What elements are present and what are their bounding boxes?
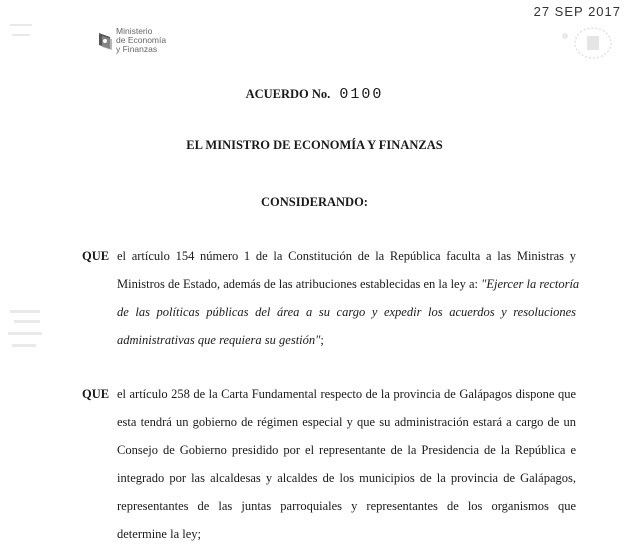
ministry-emblem-icon <box>98 31 113 51</box>
clause-2-line-4 <box>117 471 576 486</box>
clause-2-line-1 <box>117 387 576 402</box>
ministro-title: EL MINISTRO DE ECONOMÍA Y FINANZAS <box>186 138 443 152</box>
seal-icon <box>553 24 615 62</box>
clause-text-italic: administrativas que requiera su gestión" <box>117 333 321 347</box>
ministry-logo <box>98 27 178 59</box>
scan-speckle-top-icon <box>8 18 38 48</box>
logo-line-3: y Finanzas <box>116 44 158 54</box>
clause-1-line-3 <box>117 305 576 320</box>
clause-text-italic: de las políticas públicas del área a su cargo y expedir los acuerdos y resoluciones <box>117 305 576 319</box>
clause-2-line-5 <box>117 499 576 514</box>
considerando-title: CONSIDERANDO: <box>261 195 368 209</box>
clause-2-line-2 <box>117 415 576 430</box>
clause-text-italic: "Ejercer la rectoría <box>481 277 580 291</box>
clause-text: ; <box>320 333 324 347</box>
acuerdo-title <box>0 86 629 103</box>
clause-1-line-1 <box>117 249 576 264</box>
clause-1-line-2 <box>117 277 580 292</box>
acuerdo-label: ACUERDO No. <box>245 87 331 101</box>
clause-1-line-4 <box>117 333 576 348</box>
scan-speckle-left-icon <box>6 300 46 360</box>
clause-2-line-6 <box>117 527 576 542</box>
date-stamp: 27 SEP 2017 <box>533 4 621 19</box>
clause-text: Consejo de Gobierno presidido por el representante de la Presidencia de la República e <box>117 443 576 457</box>
clause-text: Ministros de Estado, además de las atribuciones establecidas en la ley a: <box>117 277 482 291</box>
clause-label: QUE <box>82 387 110 401</box>
logo-line-1: Ministerio <box>116 26 153 36</box>
logo-line-2: de Economía <box>116 35 167 45</box>
clause-2-line-3 <box>117 443 576 458</box>
acuerdo-number: 0100 <box>339 86 384 103</box>
clause-text: determine la ley; <box>117 527 201 541</box>
clause-label: QUE <box>82 249 110 263</box>
clause-text: esta tendrá un gobierno de régimen especial y que su administración estará a cargo de un <box>117 415 576 429</box>
clause-text: representantes de las juntas parroquiales y representantes de los organismos que <box>117 499 576 513</box>
clause-text: el artículo 154 número 1 de la Constitución de la República faculta a las Ministras y <box>117 249 576 263</box>
logo-text <box>116 27 166 54</box>
clause-text: el artículo 258 de la Carta Fundamental respecto de la provincia de Galápagos dispone que <box>117 387 576 401</box>
clause-text: integrado por las alcaldesas y alcaldes de los municipios de la provincia de Galápagos, <box>117 471 576 485</box>
